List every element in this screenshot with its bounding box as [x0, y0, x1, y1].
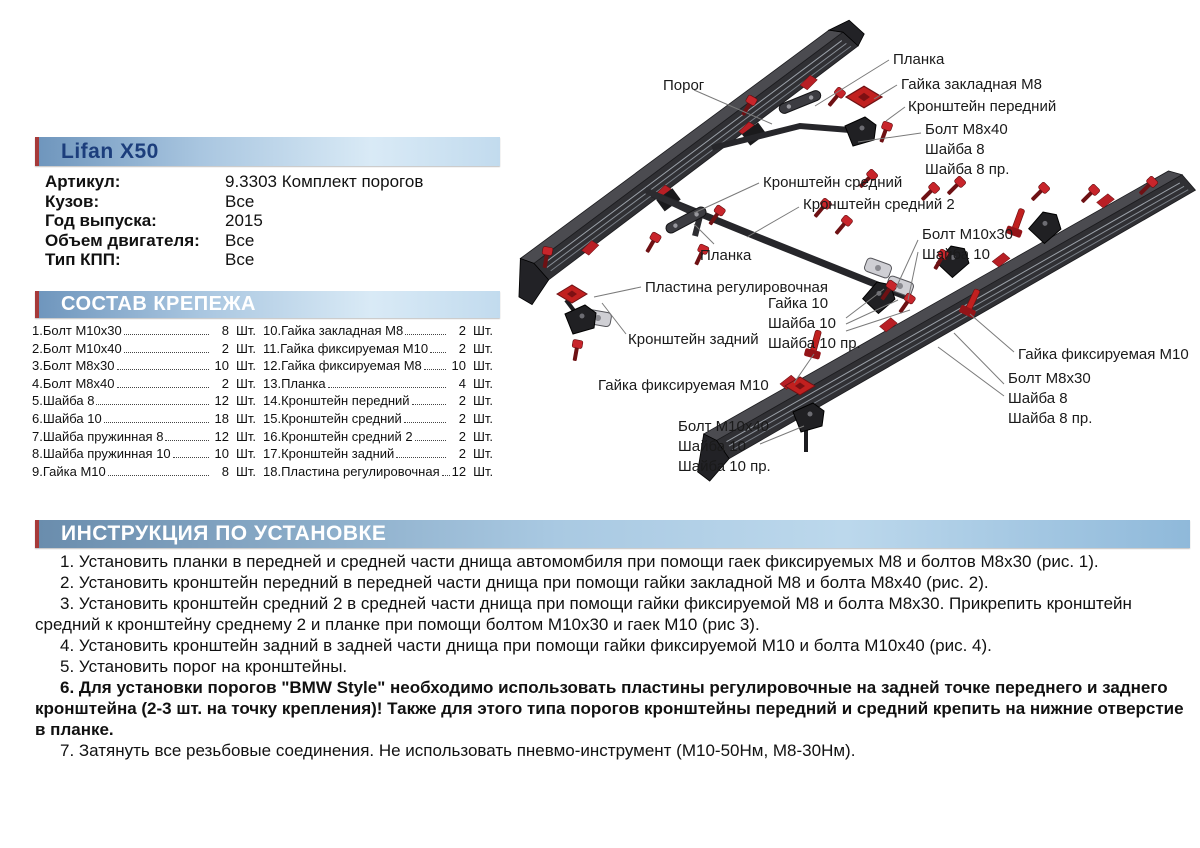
parts-row: 11.Гайка фиксируемая М10 2 Шт. — [263, 340, 493, 356]
label-bolt-m10x30: Болт М10х30 — [922, 226, 1014, 243]
label-shayba-10-pr: Шайба 10 пр. — [768, 335, 861, 352]
parts-row: 17.Кронштейн задний 2 Шт. — [263, 446, 493, 462]
instructions-heading: ИНСТРУКЦИЯ ПО УСТАНОВКЕ — [61, 522, 387, 545]
label-plastina: Пластина регулировочная — [645, 279, 828, 296]
parts-list-col1 — [32, 322, 256, 480]
hardware-heading-bar — [35, 291, 500, 318]
parts-row: 9.Гайка М10 8 Шт. — [32, 463, 256, 479]
label-shayba-10: Шайба 10 — [768, 315, 836, 332]
label-shayba-10: Шайба 10 — [922, 246, 990, 263]
label-planka-top: Планка — [893, 51, 945, 68]
info-row: Артикул: 9.3303 Комплект порогов — [45, 172, 424, 191]
info-row: Кузов: Все — [45, 191, 255, 211]
parts-row: 8.Шайба пружинная 10 10 Шт. — [32, 446, 256, 462]
red-plate-part — [557, 285, 587, 303]
parts-row: 13.Планка 4 Шт. — [263, 375, 493, 391]
parts-row: 14.Кронштейн передний 2 Шт. — [263, 393, 493, 409]
label-group-gaika-10 — [768, 294, 861, 354]
label-gaika-fiks-m10-left: Гайка фиксируемая М10 — [598, 377, 769, 394]
instruction-item: 6. Для установки порогов "BMW Style" необходимо использовать пластины регулировочные на задней точке переднего и заднего кронштейна (2-3 шт. на точку крепления)! Также для этого типа порогов кронштейны передний и средний крепить на нижние отверстие в планке. — [35, 678, 1184, 739]
parts-row: 5.Шайба 8 12 Шт. — [32, 393, 256, 409]
hardware-heading: СОСТАВ КРЕПЕЖА — [61, 293, 256, 315]
label-gaika-fiks-m10-right: Гайка фиксируемая М10 — [1018, 346, 1189, 363]
bolt-part — [832, 214, 853, 237]
product-info — [45, 172, 423, 270]
product-title-bar — [35, 137, 500, 166]
top-rail — [501, 15, 878, 312]
label-shayba-8-pr: Шайба 8 пр. — [925, 161, 1010, 178]
label-shayba-8-pr: Шайба 8 пр. — [1008, 410, 1093, 427]
label-bolt-m8x30: Болт М8х30 — [1008, 370, 1091, 387]
info-row: Тип КПП: Все — [45, 250, 255, 269]
instruction-item: 5. Установить порог на кронштейны. — [60, 657, 348, 676]
label-gaika-10: Гайка 10 — [768, 295, 829, 312]
parts-row: 15.Кронштейн средний 2 Шт. — [263, 410, 493, 426]
label-kronshtein-peredniy: Кронштейн передний — [908, 98, 1057, 115]
parts-row: 10.Гайка закладная М8 2 Шт. — [263, 323, 493, 338]
parts-row: 6.Шайба 10 18 Шт. — [32, 410, 256, 426]
bolt-part — [877, 121, 894, 144]
label-shayba-8: Шайба 8 — [1008, 390, 1068, 407]
info-row: Объем двигателя: Все — [45, 230, 255, 250]
label-planka-mid: Планка — [700, 247, 752, 264]
parts-list-col2 — [263, 322, 493, 480]
instruction-item: 1. Установить планки в передней и средней части днища автомомбиля при помощи гаек фиксируемых М8 и болтов М8х30 (рис. 1). — [60, 552, 1099, 571]
label-kronshtein-sredniy: Кронштейн средний — [763, 174, 903, 191]
parts-row: 1.Болт М10х30 8 Шт. — [32, 323, 256, 338]
label-gaika-zakladnaya-m8: Гайка закладная М8 — [901, 76, 1042, 93]
parts-row: 3.Болт М8х30 10 Шт. — [32, 358, 256, 374]
parts-row: 18.Пластина регулировочная 12 Шт. — [263, 463, 494, 479]
parts-row: 12.Гайка фиксируемая М8 10 Шт. — [263, 358, 493, 374]
bolt-part — [1029, 182, 1051, 204]
label-porog: Порог — [663, 77, 705, 94]
label-kronshtein-sredniy-2: Кронштейн средний 2 — [803, 196, 955, 213]
label-bolt-m8x40: Болт М8х40 — [925, 121, 1008, 138]
instructions-list — [35, 551, 1193, 761]
parts-row: 4.Болт М8х40 2 Шт. — [32, 375, 256, 391]
label-kronshtein-zadniy: Кронштейн задний — [628, 331, 759, 348]
label-shayba-10-pr: Шайба 10 пр. — [678, 458, 771, 475]
instruction-item: 3. Установить кронштейн средний 2 в средней части днища при помощи гайки фиксируемой М8 и болта М8х30. Прикрепить кронштейн средний к кронштейну среднему 2 и планке при помощи болтом М10х30 и гаек М10 (рис 3). — [35, 594, 1132, 634]
parts-row: 2.Болт М10х40 2 Шт. — [32, 340, 256, 356]
bolt-part — [643, 231, 662, 254]
instruction-item: 2. Установить кронштейн передний в передней части днища при помощи гайки закладной М8 и болта М8х40 (рис. 2). — [60, 573, 989, 592]
parts-row: 7.Шайба пружинная 8 12 Шт. — [32, 428, 256, 444]
label-shayba-8: Шайба 8 — [925, 141, 985, 158]
instruction-item: 4. Установить кронштейн задний в задней части днища при помощи гайки фиксируемой М10 и болта М10х40 (рис. 4). — [60, 636, 992, 655]
label-bolt-m10x40: Болт М10х40 — [678, 418, 770, 435]
label-shayba-10: Шайба 10 — [678, 438, 746, 455]
instructions-heading-bar — [35, 520, 1190, 548]
bracket-part — [565, 305, 596, 334]
label-group-bolt-m10x30 — [922, 225, 1013, 265]
label-group-bolt-m10x40 — [678, 417, 771, 477]
label-group-bolt-m8x40 — [925, 120, 1009, 180]
bolt-part — [570, 339, 583, 361]
plate-part — [863, 257, 892, 279]
page-title: Lifan X50 — [61, 139, 159, 163]
info-row: Год выпуска: 2015 — [45, 211, 263, 230]
instruction-item: 7. Затянуть все резьбовые соединения. Не использовать пневмо-инструмент (М10-50Нм, М8-30Нм). — [60, 741, 856, 760]
label-group-bolt-m8x30 — [1008, 369, 1092, 429]
parts-row: 16.Кронштейн средний 2 2 Шт. — [263, 428, 493, 444]
